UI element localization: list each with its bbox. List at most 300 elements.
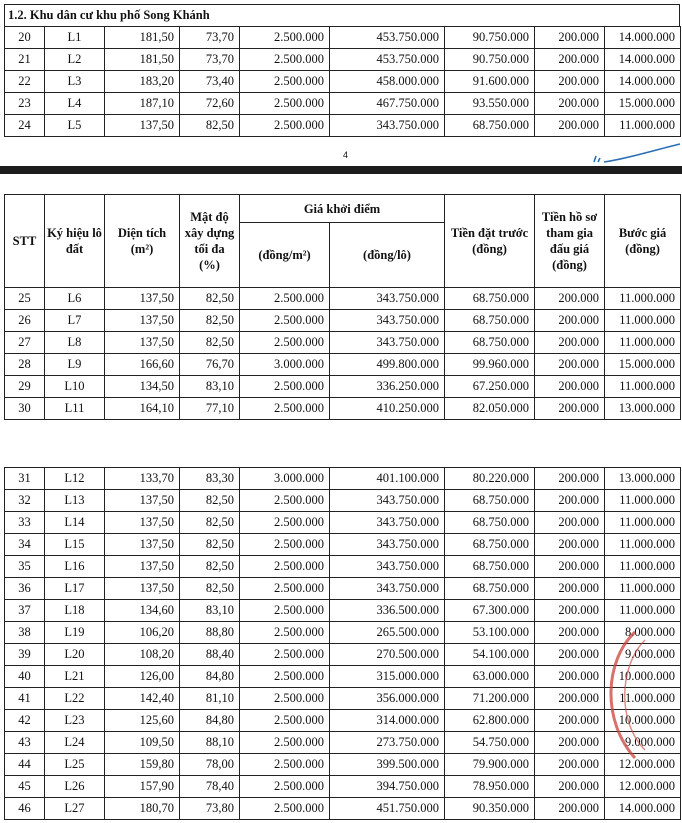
table-cell: 13.000.000 (605, 398, 681, 420)
table-cell: 79.900.000 (445, 754, 535, 776)
table-row (5, 710, 681, 732)
table-row (5, 398, 681, 420)
table-cell: 73,70 (180, 27, 240, 49)
table-cell: 265.500.000 (330, 622, 445, 644)
table-cell: 2.500.000 (240, 512, 330, 534)
table-cell: 394.750.000 (330, 776, 445, 798)
table-cell: 2.500.000 (240, 776, 330, 798)
table-cell: 68.750.000 (445, 512, 535, 534)
table-cell: 84,80 (180, 666, 240, 688)
table-cell: 11.000.000 (605, 310, 681, 332)
table-cell: 99.960.000 (445, 354, 535, 376)
table-cell: 78.950.000 (445, 776, 535, 798)
table-cell: 3.000.000 (240, 354, 330, 376)
table-cell: 458.000.000 (330, 71, 445, 93)
table-cell: 11.000.000 (605, 512, 681, 534)
table-cell: 200.000 (535, 354, 605, 376)
table-cell: L6 (45, 288, 105, 310)
table-cell: L11 (45, 398, 105, 420)
table-cell: 453.750.000 (330, 27, 445, 49)
table-cell: 200.000 (535, 600, 605, 622)
header-stt: STT (5, 195, 45, 288)
table-cell: 451.750.000 (330, 798, 445, 820)
table-cell: 183,20 (105, 71, 180, 93)
header-tien-dat-truoc-label: Tiền đặt trước (450, 226, 529, 240)
table-cell: 25 (5, 288, 45, 310)
table-cell: 42 (5, 710, 45, 732)
table-row (5, 688, 681, 710)
table-row (5, 490, 681, 512)
table-cell: L27 (45, 798, 105, 820)
table-cell: 11.000.000 (605, 490, 681, 512)
table-cell: 77,10 (180, 398, 240, 420)
table-cell: 14.000.000 (605, 71, 681, 93)
table-cell: 81,10 (180, 688, 240, 710)
table-cell: L9 (45, 354, 105, 376)
table-cell: 15.000.000 (605, 93, 681, 115)
table-row (5, 622, 681, 644)
table-cell: 200.000 (535, 332, 605, 354)
table-cell: 28 (5, 354, 45, 376)
header-tien-dat-truoc-unit: (đồng) (472, 242, 507, 256)
table-cell: 90.750.000 (445, 27, 535, 49)
table-cell: 137,50 (105, 534, 180, 556)
table-cell: 82,50 (180, 556, 240, 578)
table-cell: 90.350.000 (445, 798, 535, 820)
table-cell: 11.000.000 (605, 288, 681, 310)
table-cell: 43 (5, 732, 45, 754)
table-row (5, 754, 681, 776)
table-row (5, 310, 681, 332)
table-cell: 499.800.000 (330, 354, 445, 376)
table-cell: 142,40 (105, 688, 180, 710)
lot-table-page-mid (4, 194, 681, 420)
table-cell: 24 (5, 115, 45, 137)
table-cell: L26 (45, 776, 105, 798)
table-cell: 164,10 (105, 398, 180, 420)
table-row (5, 732, 681, 754)
table-cell: 106,20 (105, 622, 180, 644)
table-cell: 2.500.000 (240, 556, 330, 578)
table-cell: 37 (5, 600, 45, 622)
table-cell: 2.500.000 (240, 490, 330, 512)
table-cell: 2.500.000 (240, 710, 330, 732)
table-cell: 84,80 (180, 710, 240, 732)
table-cell: 125,60 (105, 710, 180, 732)
table-cell: 11.000.000 (605, 332, 681, 354)
table-cell: 8.000.000 (605, 622, 681, 644)
table-cell: 2.500.000 (240, 93, 330, 115)
table-cell: L13 (45, 490, 105, 512)
table-cell: 29 (5, 376, 45, 398)
table-cell: 200.000 (535, 732, 605, 754)
table-cell: 410.250.000 (330, 398, 445, 420)
table-cell: 67.250.000 (445, 376, 535, 398)
table-cell: 137,50 (105, 310, 180, 332)
table-cell: 200.000 (535, 288, 605, 310)
table-cell: 200.000 (535, 490, 605, 512)
table-cell: 54.100.000 (445, 644, 535, 666)
table-cell: 82,50 (180, 578, 240, 600)
table-cell: 53.100.000 (445, 622, 535, 644)
table-cell: 180,70 (105, 798, 180, 820)
header-tien-ho-so-unit: (đồng) (552, 258, 587, 272)
table-cell: 2.500.000 (240, 644, 330, 666)
table-cell: 200.000 (535, 27, 605, 49)
table-cell: 2.500.000 (240, 666, 330, 688)
table-cell: 14.000.000 (605, 49, 681, 71)
table-cell: 22 (5, 71, 45, 93)
table-cell: 273.750.000 (330, 732, 445, 754)
lot-table-page-top (4, 26, 681, 137)
table-cell: 68.750.000 (445, 556, 535, 578)
table-row (5, 600, 681, 622)
table-cell: L3 (45, 71, 105, 93)
header-mat-do-label: Mật độ xây dựng tối đa (184, 210, 235, 256)
table-cell: 54.750.000 (445, 732, 535, 754)
header-ky-hieu: Ký hiệu lô đất (45, 195, 105, 288)
table-cell: 80.220.000 (445, 468, 535, 490)
table-cell: 12.000.000 (605, 754, 681, 776)
table-cell: 166,60 (105, 354, 180, 376)
table-cell: 73,40 (180, 71, 240, 93)
table-body-top (5, 27, 681, 137)
table-row (5, 468, 681, 490)
table-cell: 31 (5, 468, 45, 490)
table-cell: 82,50 (180, 534, 240, 556)
table-cell: 63.000.000 (445, 666, 535, 688)
table-cell: 26 (5, 310, 45, 332)
table-cell: 88,80 (180, 622, 240, 644)
table-cell: 2.500.000 (240, 288, 330, 310)
table-cell: L8 (45, 332, 105, 354)
table-row (5, 49, 681, 71)
table-cell: 41 (5, 688, 45, 710)
table-cell: 20 (5, 27, 45, 49)
table-cell: 68.750.000 (445, 310, 535, 332)
header-mat-do (180, 195, 240, 288)
table-cell: 62.800.000 (445, 710, 535, 732)
table-cell: 2.500.000 (240, 600, 330, 622)
table-cell: 90.750.000 (445, 49, 535, 71)
table-cell: 82,50 (180, 512, 240, 534)
table-cell: 2.500.000 (240, 49, 330, 71)
table-cell: 88,40 (180, 644, 240, 666)
table-cell: 82,50 (180, 288, 240, 310)
table-cell: 67.300.000 (445, 600, 535, 622)
table-cell: 32 (5, 490, 45, 512)
table-cell: 343.750.000 (330, 288, 445, 310)
table-cell: 2.500.000 (240, 310, 330, 332)
table-cell: 11.000.000 (605, 688, 681, 710)
table-cell: 200.000 (535, 688, 605, 710)
table-cell: 76,70 (180, 354, 240, 376)
table-cell: L19 (45, 622, 105, 644)
table-cell: 2.500.000 (240, 578, 330, 600)
table-cell: 2.500.000 (240, 622, 330, 644)
header-tien-ho-so-label: Tiền hồ sơ tham gia đấu giá (541, 210, 598, 256)
table-cell: 200.000 (535, 754, 605, 776)
table-cell: 159,80 (105, 754, 180, 776)
table-cell: 68.750.000 (445, 288, 535, 310)
table-cell: 401.100.000 (330, 468, 445, 490)
page-separator (0, 166, 682, 174)
table-cell: L17 (45, 578, 105, 600)
table-cell: 343.750.000 (330, 115, 445, 137)
table-cell: 336.250.000 (330, 376, 445, 398)
table-cell: 2.500.000 (240, 732, 330, 754)
table-cell: 2.500.000 (240, 688, 330, 710)
table-cell: 2.500.000 (240, 376, 330, 398)
table-cell: 45 (5, 776, 45, 798)
table-row (5, 534, 681, 556)
table-row (5, 115, 681, 137)
table-row (5, 776, 681, 798)
table-cell: 11.000.000 (605, 376, 681, 398)
table-cell: 315.000.000 (330, 666, 445, 688)
table-cell: 2.500.000 (240, 71, 330, 93)
table-cell: 126,00 (105, 666, 180, 688)
table-cell: 157,90 (105, 776, 180, 798)
header-tien-dat-truoc (445, 195, 535, 288)
table-row (5, 288, 681, 310)
table-cell: 343.750.000 (330, 534, 445, 556)
table-cell: 336.500.000 (330, 600, 445, 622)
table-cell: 33 (5, 512, 45, 534)
table-row (5, 27, 681, 49)
table-cell: 10.000.000 (605, 666, 681, 688)
table-cell: 270.500.000 (330, 644, 445, 666)
table-cell: L23 (45, 710, 105, 732)
table-cell: L7 (45, 310, 105, 332)
table-cell: 133,70 (105, 468, 180, 490)
table-cell: 200.000 (535, 376, 605, 398)
table-cell: 181,50 (105, 27, 180, 49)
table-cell: L16 (45, 556, 105, 578)
table-cell: 82,50 (180, 310, 240, 332)
table-cell: L4 (45, 93, 105, 115)
table-cell: 82,50 (180, 332, 240, 354)
table-cell: 11.000.000 (605, 115, 681, 137)
table-cell: 30 (5, 398, 45, 420)
table-cell: 38 (5, 622, 45, 644)
table-body-bottom (5, 468, 681, 820)
header-buoc-gia (605, 195, 681, 288)
table-cell: 10.000.000 (605, 710, 681, 732)
table-row (5, 644, 681, 666)
table-cell: 68.750.000 (445, 578, 535, 600)
header-gia-m2: (đồng/m²) (240, 223, 330, 288)
table-cell: L22 (45, 688, 105, 710)
table-cell: 181,50 (105, 49, 180, 71)
table-cell: 83,30 (180, 468, 240, 490)
table-row (5, 332, 681, 354)
table-cell: 83,10 (180, 376, 240, 398)
table-cell: 36 (5, 578, 45, 600)
table-cell: 91.600.000 (445, 71, 535, 93)
table-cell: 78,40 (180, 776, 240, 798)
table-cell: 35 (5, 556, 45, 578)
table-cell: 82.050.000 (445, 398, 535, 420)
lot-table-page-bottom (4, 467, 681, 820)
table-cell: 200.000 (535, 115, 605, 137)
table-cell: 46 (5, 798, 45, 820)
table-cell: 200.000 (535, 776, 605, 798)
table-cell: L12 (45, 468, 105, 490)
table-cell: 44 (5, 754, 45, 776)
table-cell: 200.000 (535, 622, 605, 644)
table-cell: 343.750.000 (330, 332, 445, 354)
table-cell: 187,10 (105, 93, 180, 115)
table-cell: L1 (45, 27, 105, 49)
header-tien-ho-so (535, 195, 605, 288)
table-cell: 137,50 (105, 512, 180, 534)
table-cell: 93.550.000 (445, 93, 535, 115)
table-cell: 82,50 (180, 115, 240, 137)
table-cell: 71.200.000 (445, 688, 535, 710)
table-cell: L21 (45, 666, 105, 688)
table-row (5, 666, 681, 688)
table-cell: 137,50 (105, 332, 180, 354)
table-cell: 200.000 (535, 644, 605, 666)
table-cell: 68.750.000 (445, 332, 535, 354)
table-cell: 200.000 (535, 512, 605, 534)
table-cell: 200.000 (535, 71, 605, 93)
table-cell: 9.000.000 (605, 732, 681, 754)
table-cell: 12.000.000 (605, 776, 681, 798)
table-row (5, 71, 681, 93)
table-cell: 200.000 (535, 398, 605, 420)
table-cell: 200.000 (535, 798, 605, 820)
table-cell: 27 (5, 332, 45, 354)
table-cell: 137,50 (105, 288, 180, 310)
table-cell: 200.000 (535, 710, 605, 732)
table-cell: 343.750.000 (330, 512, 445, 534)
table-cell: 134,50 (105, 376, 180, 398)
table-cell: 14.000.000 (605, 798, 681, 820)
table-cell: 68.750.000 (445, 115, 535, 137)
table-cell: 200.000 (535, 666, 605, 688)
table-cell: 343.750.000 (330, 578, 445, 600)
red-stamp-icon (595, 630, 655, 760)
header-gia-khoi-diem: Giá khởi điểm (240, 195, 445, 223)
page-number: 4 (343, 150, 349, 160)
table-cell: L10 (45, 376, 105, 398)
table-cell: 73,70 (180, 49, 240, 71)
table-cell: 88,10 (180, 732, 240, 754)
table-cell: 14.000.000 (605, 27, 681, 49)
table-cell: 73,80 (180, 798, 240, 820)
header-dien-tich (105, 195, 180, 288)
table-row (5, 93, 681, 115)
table-cell: L14 (45, 512, 105, 534)
table-row (5, 512, 681, 534)
table-cell: L18 (45, 600, 105, 622)
table-cell: 11.000.000 (605, 534, 681, 556)
table-cell: 137,50 (105, 115, 180, 137)
table-cell: 2.500.000 (240, 27, 330, 49)
table-cell: 72,60 (180, 93, 240, 115)
table-cell: 109,50 (105, 732, 180, 754)
signature-stroke-icon (590, 140, 682, 166)
table-row (5, 376, 681, 398)
table-cell: 399.500.000 (330, 754, 445, 776)
table-cell: 2.500.000 (240, 398, 330, 420)
table-cell: 314.000.000 (330, 710, 445, 732)
table-cell: L24 (45, 732, 105, 754)
table-cell: 356.000.000 (330, 688, 445, 710)
table-cell: 137,50 (105, 556, 180, 578)
table-cell: 200.000 (535, 578, 605, 600)
table-cell: 137,50 (105, 490, 180, 512)
table-cell: 200.000 (535, 556, 605, 578)
table-cell: 2.500.000 (240, 115, 330, 137)
table-cell: L5 (45, 115, 105, 137)
table-cell: 200.000 (535, 49, 605, 71)
table-cell: 137,50 (105, 578, 180, 600)
table-cell: L25 (45, 754, 105, 776)
table-cell: 13.000.000 (605, 468, 681, 490)
table-cell: 2.500.000 (240, 754, 330, 776)
table-row (5, 556, 681, 578)
table-cell: 11.000.000 (605, 556, 681, 578)
table-cell: 11.000.000 (605, 578, 681, 600)
table-cell: 2.500.000 (240, 332, 330, 354)
table-cell: 200.000 (535, 93, 605, 115)
header-mat-do-unit: (%) (199, 258, 220, 272)
header-buoc-gia-unit: (đồng) (625, 242, 660, 256)
table-cell: 343.750.000 (330, 556, 445, 578)
table-cell: 467.750.000 (330, 93, 445, 115)
table-cell: 200.000 (535, 310, 605, 332)
table-cell: L20 (45, 644, 105, 666)
table-cell: 453.750.000 (330, 49, 445, 71)
table-cell: 134,60 (105, 600, 180, 622)
header-buoc-gia-label: Bước giá (618, 226, 667, 240)
table-cell: 39 (5, 644, 45, 666)
table-cell: 343.750.000 (330, 490, 445, 512)
table-cell: 343.750.000 (330, 310, 445, 332)
table-cell: 15.000.000 (605, 354, 681, 376)
table-cell: 21 (5, 49, 45, 71)
table-cell: 82,50 (180, 490, 240, 512)
table-cell: 200.000 (535, 534, 605, 556)
header-dien-tich-unit: (m²) (130, 242, 154, 256)
table-cell: 3.000.000 (240, 468, 330, 490)
table-row (5, 578, 681, 600)
table-cell: L15 (45, 534, 105, 556)
table-row (5, 798, 681, 820)
table-body-mid (5, 288, 681, 420)
table-cell: 23 (5, 93, 45, 115)
table-cell: 34 (5, 534, 45, 556)
table-cell: 2.500.000 (240, 798, 330, 820)
header-dien-tich-label: Diện tích (117, 226, 167, 240)
section-title: 1.2. Khu dân cư khu phố Song Khánh (4, 4, 680, 26)
table-cell: 9.000.000 (605, 644, 681, 666)
table-cell: 11.000.000 (605, 600, 681, 622)
table-cell: 68.750.000 (445, 534, 535, 556)
table-cell: 108,20 (105, 644, 180, 666)
table-cell: 68.750.000 (445, 490, 535, 512)
table-cell: 2.500.000 (240, 534, 330, 556)
table-row (5, 354, 681, 376)
header-gia-lo: (đồng/lô) (330, 223, 445, 288)
table-cell: 200.000 (535, 468, 605, 490)
table-cell: 40 (5, 666, 45, 688)
table-cell: 83,10 (180, 600, 240, 622)
table-cell: L2 (45, 49, 105, 71)
